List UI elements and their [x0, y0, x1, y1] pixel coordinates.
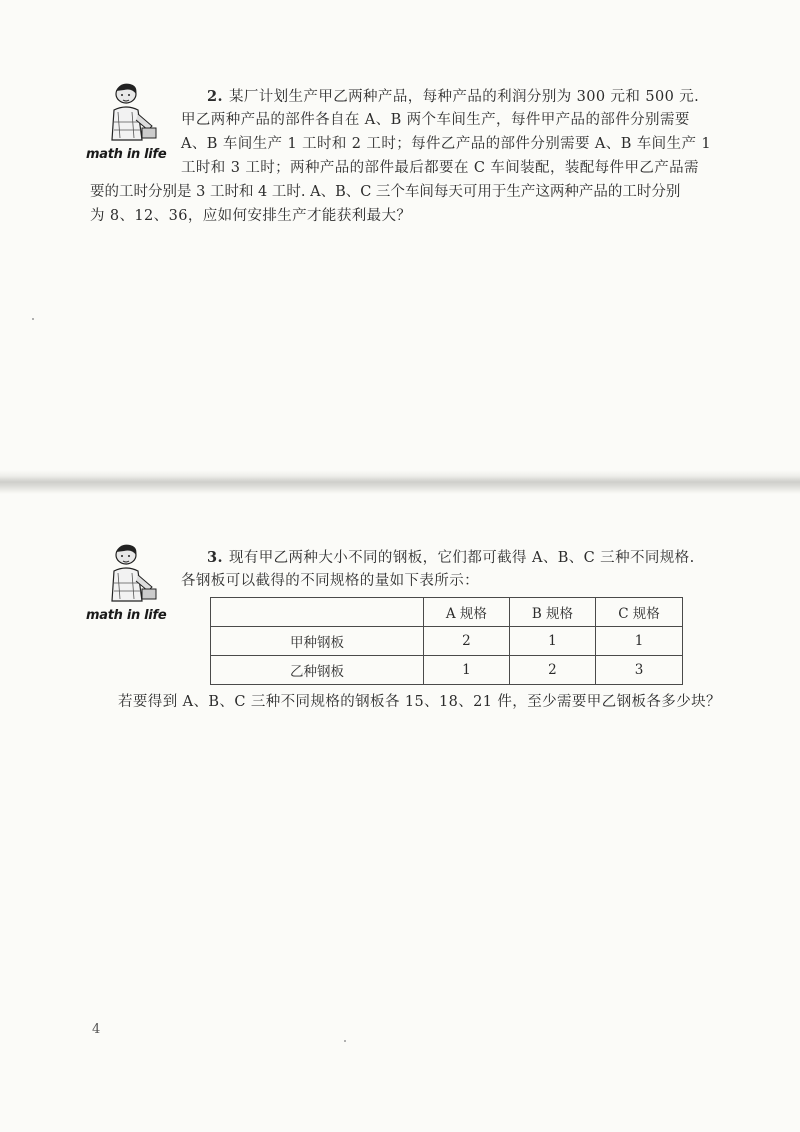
table-header-cell: B 规格	[509, 598, 595, 627]
table-row-label: 乙种钢板	[211, 656, 424, 685]
problem-2-line-2: 甲乙两种产品的部件各自在 A、B 两个车间生产，每件甲产品的部件分别需要	[181, 112, 690, 128]
scan-speck	[344, 1040, 346, 1042]
table-cell: 3	[596, 656, 683, 685]
page-divider	[0, 470, 800, 494]
problem-2-text-1: 某厂计划生产甲乙两种产品，每种产品的利润分别为 300 元和 500 元.	[228, 89, 700, 105]
student-illustration-icon	[96, 543, 160, 605]
problem-3-question: 若要得到 A、B、C 三种不同规格的钢板各 15、18、21 件，至少需要甲乙钢板各多少块？	[118, 694, 721, 710]
math-in-life-logo	[86, 82, 170, 162]
problem-3-line-1	[207, 545, 695, 571]
student-illustration-icon	[96, 82, 160, 144]
problem-2-line-6: 为 8、12、36，应如何安排生产才能获利最大？	[90, 208, 412, 224]
table-header-row	[211, 598, 683, 627]
problem-2-line-4: 工时和 3 工时；两种产品的部件最后都要在 C 车间装配，装配每件甲乙产品需	[181, 160, 699, 176]
table-cell: 2	[509, 656, 595, 685]
page-number: 4	[92, 1022, 101, 1037]
table-header-cell: A 规格	[424, 598, 510, 627]
problem-2-line-1	[207, 84, 699, 110]
problem-2-line-5: 要的工时分别是 3 工时和 4 工时. A、B、C 三个车间每天可用于生产这两种产品的工时分别	[90, 184, 681, 200]
table-row-label: 甲种钢板	[211, 627, 424, 656]
table-header-cell: C 规格	[596, 598, 683, 627]
table-header-cell	[211, 598, 424, 627]
scan-speck	[32, 318, 34, 320]
logo-caption: math in life	[86, 147, 167, 162]
problem-2-line-3: A、B 车间生产 1 工时和 2 工时；每件乙产品的部件分别需要 A、B 车间生产 1	[181, 136, 712, 152]
table-cell: 1	[424, 656, 510, 685]
steel-spec-table	[210, 597, 683, 685]
math-in-life-logo	[86, 543, 170, 623]
problem-3-line-2: 各钢板可以截得的不同规格的量如下表所示：	[181, 573, 479, 589]
problem-3-number: 3.	[207, 549, 223, 566]
problem-2-number: 2.	[207, 88, 223, 105]
table-cell: 1	[596, 627, 683, 656]
logo-caption: math in life	[86, 608, 167, 623]
table-row	[211, 656, 683, 685]
table-cell: 1	[509, 627, 595, 656]
table-row	[211, 627, 683, 656]
problem-3-text-1: 现有甲乙两种大小不同的钢板，它们都可截得 A、B、C 三种不同规格.	[228, 550, 695, 566]
table-cell: 2	[424, 627, 510, 656]
